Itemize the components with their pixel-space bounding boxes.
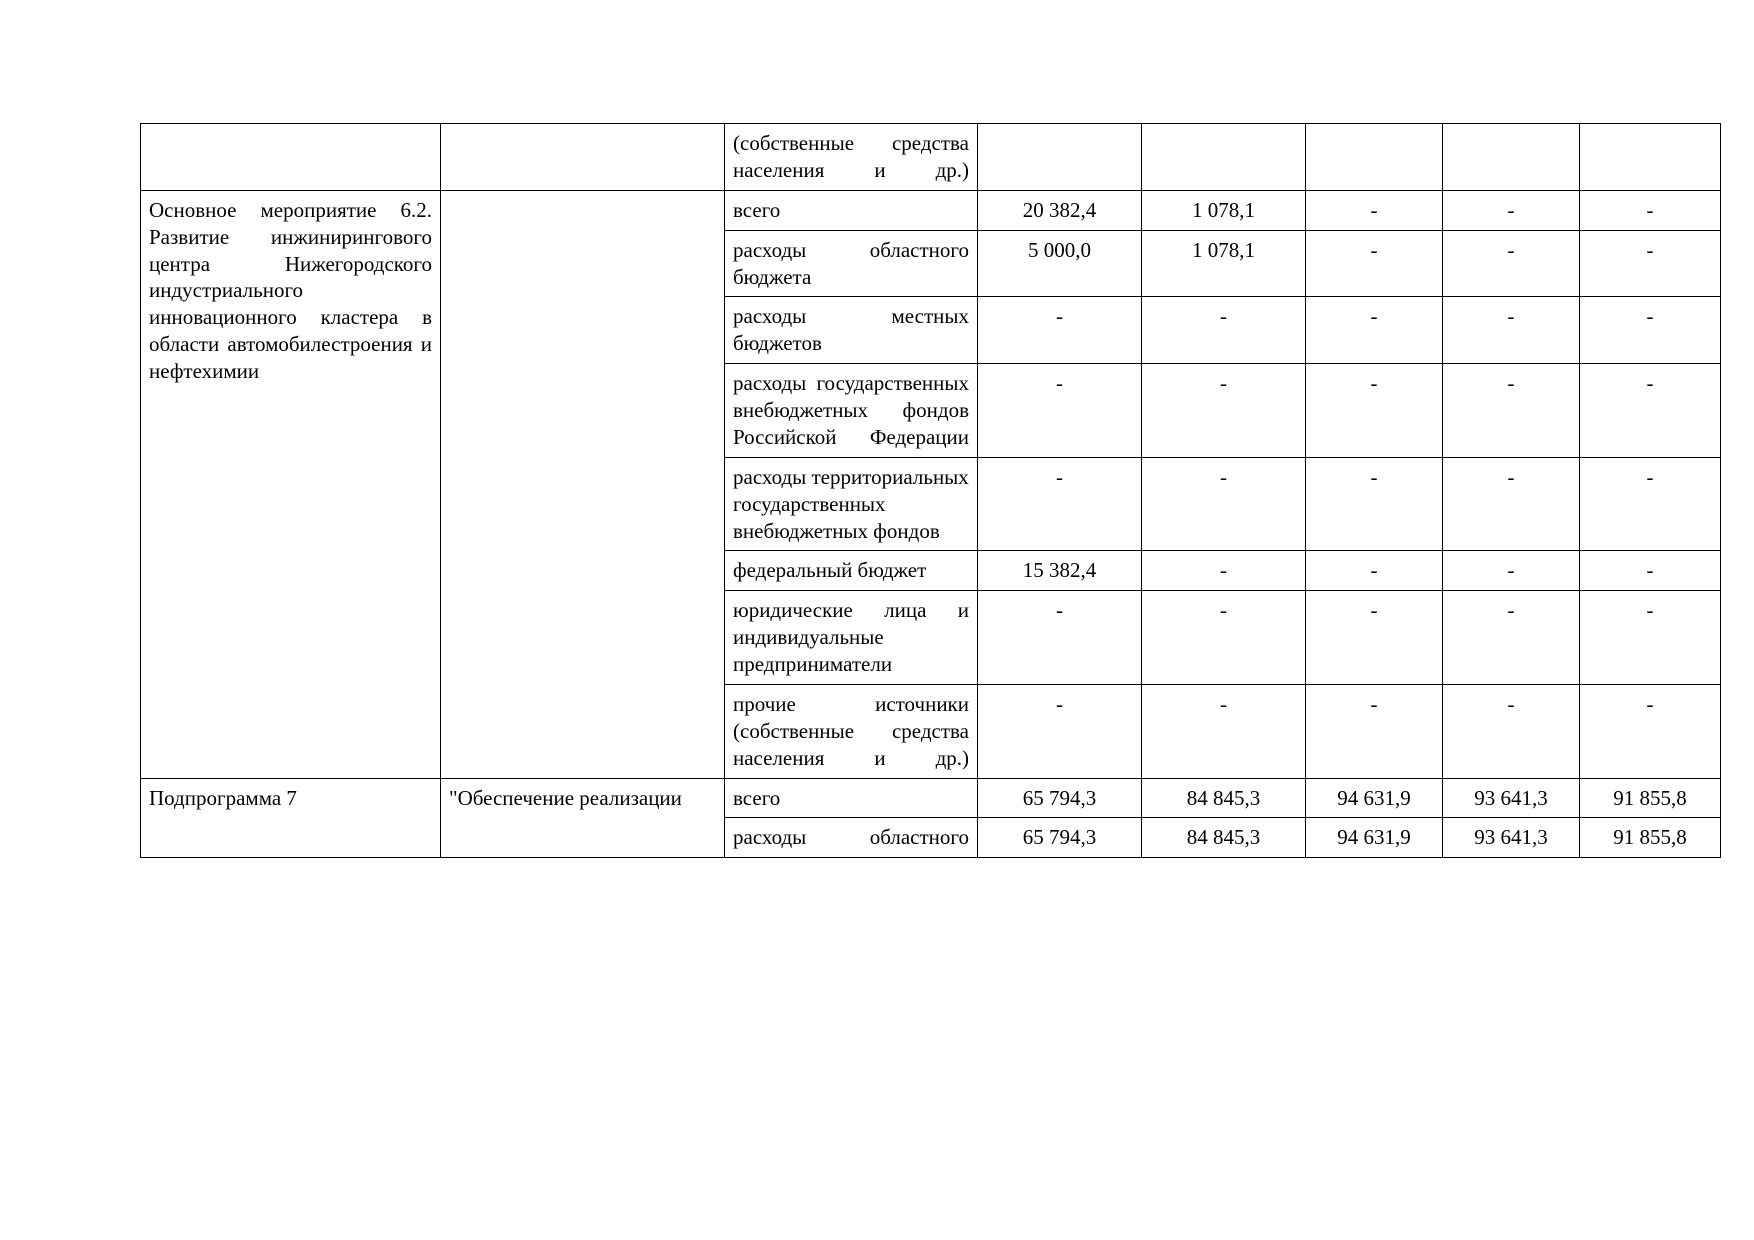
- row-value-cell: [1306, 190, 1443, 230]
- row-value-cell: [1443, 684, 1580, 778]
- row-value: -: [1507, 371, 1515, 396]
- table-row: [141, 778, 1721, 818]
- row-value-cell: [1142, 818, 1306, 858]
- row-value: 15 382,4: [1022, 558, 1097, 583]
- row-item: расходы областного бюджета: [733, 237, 969, 289]
- row-value: -: [1056, 598, 1063, 623]
- row-value-cell: [1142, 551, 1306, 591]
- row-value-cell: [1580, 818, 1721, 858]
- row-value-cell: [1306, 364, 1443, 458]
- row-item-cell: [725, 364, 978, 458]
- measure-name-cell: [141, 190, 441, 778]
- row-item-cell: [725, 230, 978, 297]
- row-value: -: [1507, 197, 1515, 222]
- row-value: -: [1646, 464, 1654, 489]
- row-value: 5 000,0: [1028, 237, 1091, 262]
- row-value: -: [1370, 558, 1378, 583]
- row-value-cell: [1306, 230, 1443, 297]
- row-value-cell: [978, 457, 1142, 551]
- row-value-cell: [1142, 364, 1306, 458]
- row-value: -: [1507, 558, 1515, 583]
- row-value-cell: [1443, 190, 1580, 230]
- row-value-cell: [1306, 591, 1443, 685]
- row-value: -: [1220, 464, 1227, 489]
- subprogram-name-cell: [141, 778, 441, 858]
- row-value-cell: [1142, 124, 1306, 191]
- row-value-cell: [1580, 457, 1721, 551]
- row-value: -: [1056, 371, 1063, 396]
- row-value-cell: [1443, 457, 1580, 551]
- row-value: -: [1220, 598, 1227, 623]
- row-name-cell: [141, 124, 441, 191]
- row-value: -: [1370, 237, 1378, 262]
- row-value: -: [1370, 691, 1378, 716]
- row-item-cell: [725, 124, 978, 191]
- row-value-cell: [1142, 684, 1306, 778]
- measure-name: Основное мероприятие 6.2. Развитие инжинирингового центра Нижегородского индустриального инновационного кластера в области автомобилестроения и нефтехимии: [149, 197, 432, 383]
- row-value-cell: [978, 684, 1142, 778]
- row-value: 1 078,1: [1192, 197, 1255, 222]
- measure-program-cell: [441, 190, 725, 778]
- row-value: -: [1056, 304, 1063, 329]
- row-item-cell: [725, 591, 978, 685]
- row-value-cell: [1142, 591, 1306, 685]
- row-value: -: [1646, 197, 1654, 222]
- row-value: 84 845,3: [1186, 785, 1261, 810]
- row-value: 93 641,3: [1474, 825, 1548, 850]
- row-value-cell: [978, 124, 1142, 191]
- row-item-cell: [725, 684, 978, 778]
- row-item-cell: [725, 297, 978, 364]
- row-value: -: [1646, 371, 1654, 396]
- row-value: 93 641,3: [1474, 785, 1548, 810]
- row-value-cell: [978, 551, 1142, 591]
- subprogram-program-cell: [441, 778, 725, 858]
- row-value-cell: [1142, 778, 1306, 818]
- row-value: -: [1507, 237, 1515, 262]
- row-value: -: [1370, 197, 1378, 222]
- row-value-cell: [1142, 190, 1306, 230]
- row-value-cell: [1306, 778, 1443, 818]
- row-value-cell: [1443, 230, 1580, 297]
- row-value: -: [1646, 691, 1654, 716]
- row-value: -: [1220, 304, 1227, 329]
- row-value-cell: [1142, 297, 1306, 364]
- row-value-cell: [1142, 457, 1306, 551]
- row-item: расходы областного: [733, 825, 969, 850]
- row-value-cell: [1443, 778, 1580, 818]
- row-value-cell: [1443, 297, 1580, 364]
- row-value: -: [1056, 691, 1063, 716]
- row-item: расходы территориальных государственных внебюджетных фондов: [733, 464, 969, 543]
- row-value-cell: [1306, 124, 1443, 191]
- table-row: [141, 124, 1721, 191]
- row-item: (собственные средства населения и др.): [733, 131, 969, 182]
- row-value: -: [1220, 371, 1227, 396]
- row-value-cell: [1443, 124, 1580, 191]
- row-value: 1 078,1: [1192, 237, 1255, 262]
- row-value: -: [1220, 558, 1227, 583]
- row-item-cell: [725, 818, 978, 858]
- row-value-cell: [1443, 591, 1580, 685]
- row-value-cell: [978, 230, 1142, 297]
- row-value: 94 631,9: [1337, 825, 1411, 850]
- row-value-cell: [978, 297, 1142, 364]
- row-value-cell: [1306, 457, 1443, 551]
- row-item: всего: [733, 197, 781, 222]
- row-value-cell: [1306, 684, 1443, 778]
- row-value: -: [1646, 304, 1654, 329]
- row-value: -: [1370, 304, 1378, 329]
- row-value: -: [1507, 464, 1515, 489]
- row-item: юридические лица и индивидуальные предприниматели: [733, 598, 969, 676]
- row-value-cell: [978, 778, 1142, 818]
- row-value: -: [1370, 371, 1378, 396]
- row-value-cell: [978, 591, 1142, 685]
- row-item: расходы местных бюджетов: [733, 304, 969, 356]
- row-value-cell: [1580, 591, 1721, 685]
- row-value-cell: [1580, 297, 1721, 364]
- row-value-cell: [1443, 818, 1580, 858]
- table-row: [141, 190, 1721, 230]
- row-value-cell: [1306, 818, 1443, 858]
- row-value-cell: [978, 364, 1142, 458]
- row-value: -: [1370, 464, 1378, 489]
- row-value-cell: [1580, 190, 1721, 230]
- row-value-cell: [1443, 364, 1580, 458]
- row-value: 84 845,3: [1186, 825, 1261, 850]
- row-value: 94 631,9: [1337, 785, 1411, 810]
- subprogram-program: "Обеспечение реализации: [449, 785, 682, 810]
- row-value-cell: [978, 818, 1142, 858]
- row-value-cell: [1580, 230, 1721, 297]
- row-item-cell: [725, 551, 978, 591]
- row-value-cell: [1580, 684, 1721, 778]
- row-value: 65 794,3: [1022, 825, 1097, 850]
- row-value-cell: [978, 190, 1142, 230]
- row-value-cell: [1306, 297, 1443, 364]
- row-item-cell: [725, 778, 978, 818]
- row-item-cell: [725, 190, 978, 230]
- row-value: -: [1646, 598, 1654, 623]
- row-item: федеральный бюджет: [733, 558, 927, 583]
- row-value-cell: [1580, 778, 1721, 818]
- row-value: -: [1370, 598, 1378, 623]
- row-value: -: [1507, 304, 1515, 329]
- row-item-cell: [725, 457, 978, 551]
- row-value: -: [1646, 237, 1654, 262]
- row-value: -: [1646, 558, 1654, 583]
- budget-table: [140, 123, 1721, 858]
- row-value: -: [1056, 464, 1063, 489]
- row-value-cell: [1580, 551, 1721, 591]
- row-value: 65 794,3: [1022, 785, 1097, 810]
- subprogram-name: Подпрограмма 7: [149, 785, 297, 810]
- row-item: всего: [733, 785, 781, 810]
- row-program-cell: [441, 124, 725, 191]
- row-value-cell: [1142, 230, 1306, 297]
- row-value: -: [1220, 691, 1227, 716]
- row-item: расходы государственных внебюджетных фондов Российской Федерации: [733, 371, 969, 449]
- row-value: 91 855,8: [1613, 825, 1687, 850]
- row-value: 20 382,4: [1022, 197, 1097, 222]
- row-value-cell: [1443, 551, 1580, 591]
- row-value-cell: [1580, 364, 1721, 458]
- row-value-cell: [1580, 124, 1721, 191]
- row-value: -: [1507, 598, 1515, 623]
- row-value: -: [1507, 691, 1515, 716]
- row-value: 91 855,8: [1613, 785, 1687, 810]
- row-item: прочие источники (собственные средства населения и др.): [733, 691, 969, 770]
- row-value-cell: [1306, 551, 1443, 591]
